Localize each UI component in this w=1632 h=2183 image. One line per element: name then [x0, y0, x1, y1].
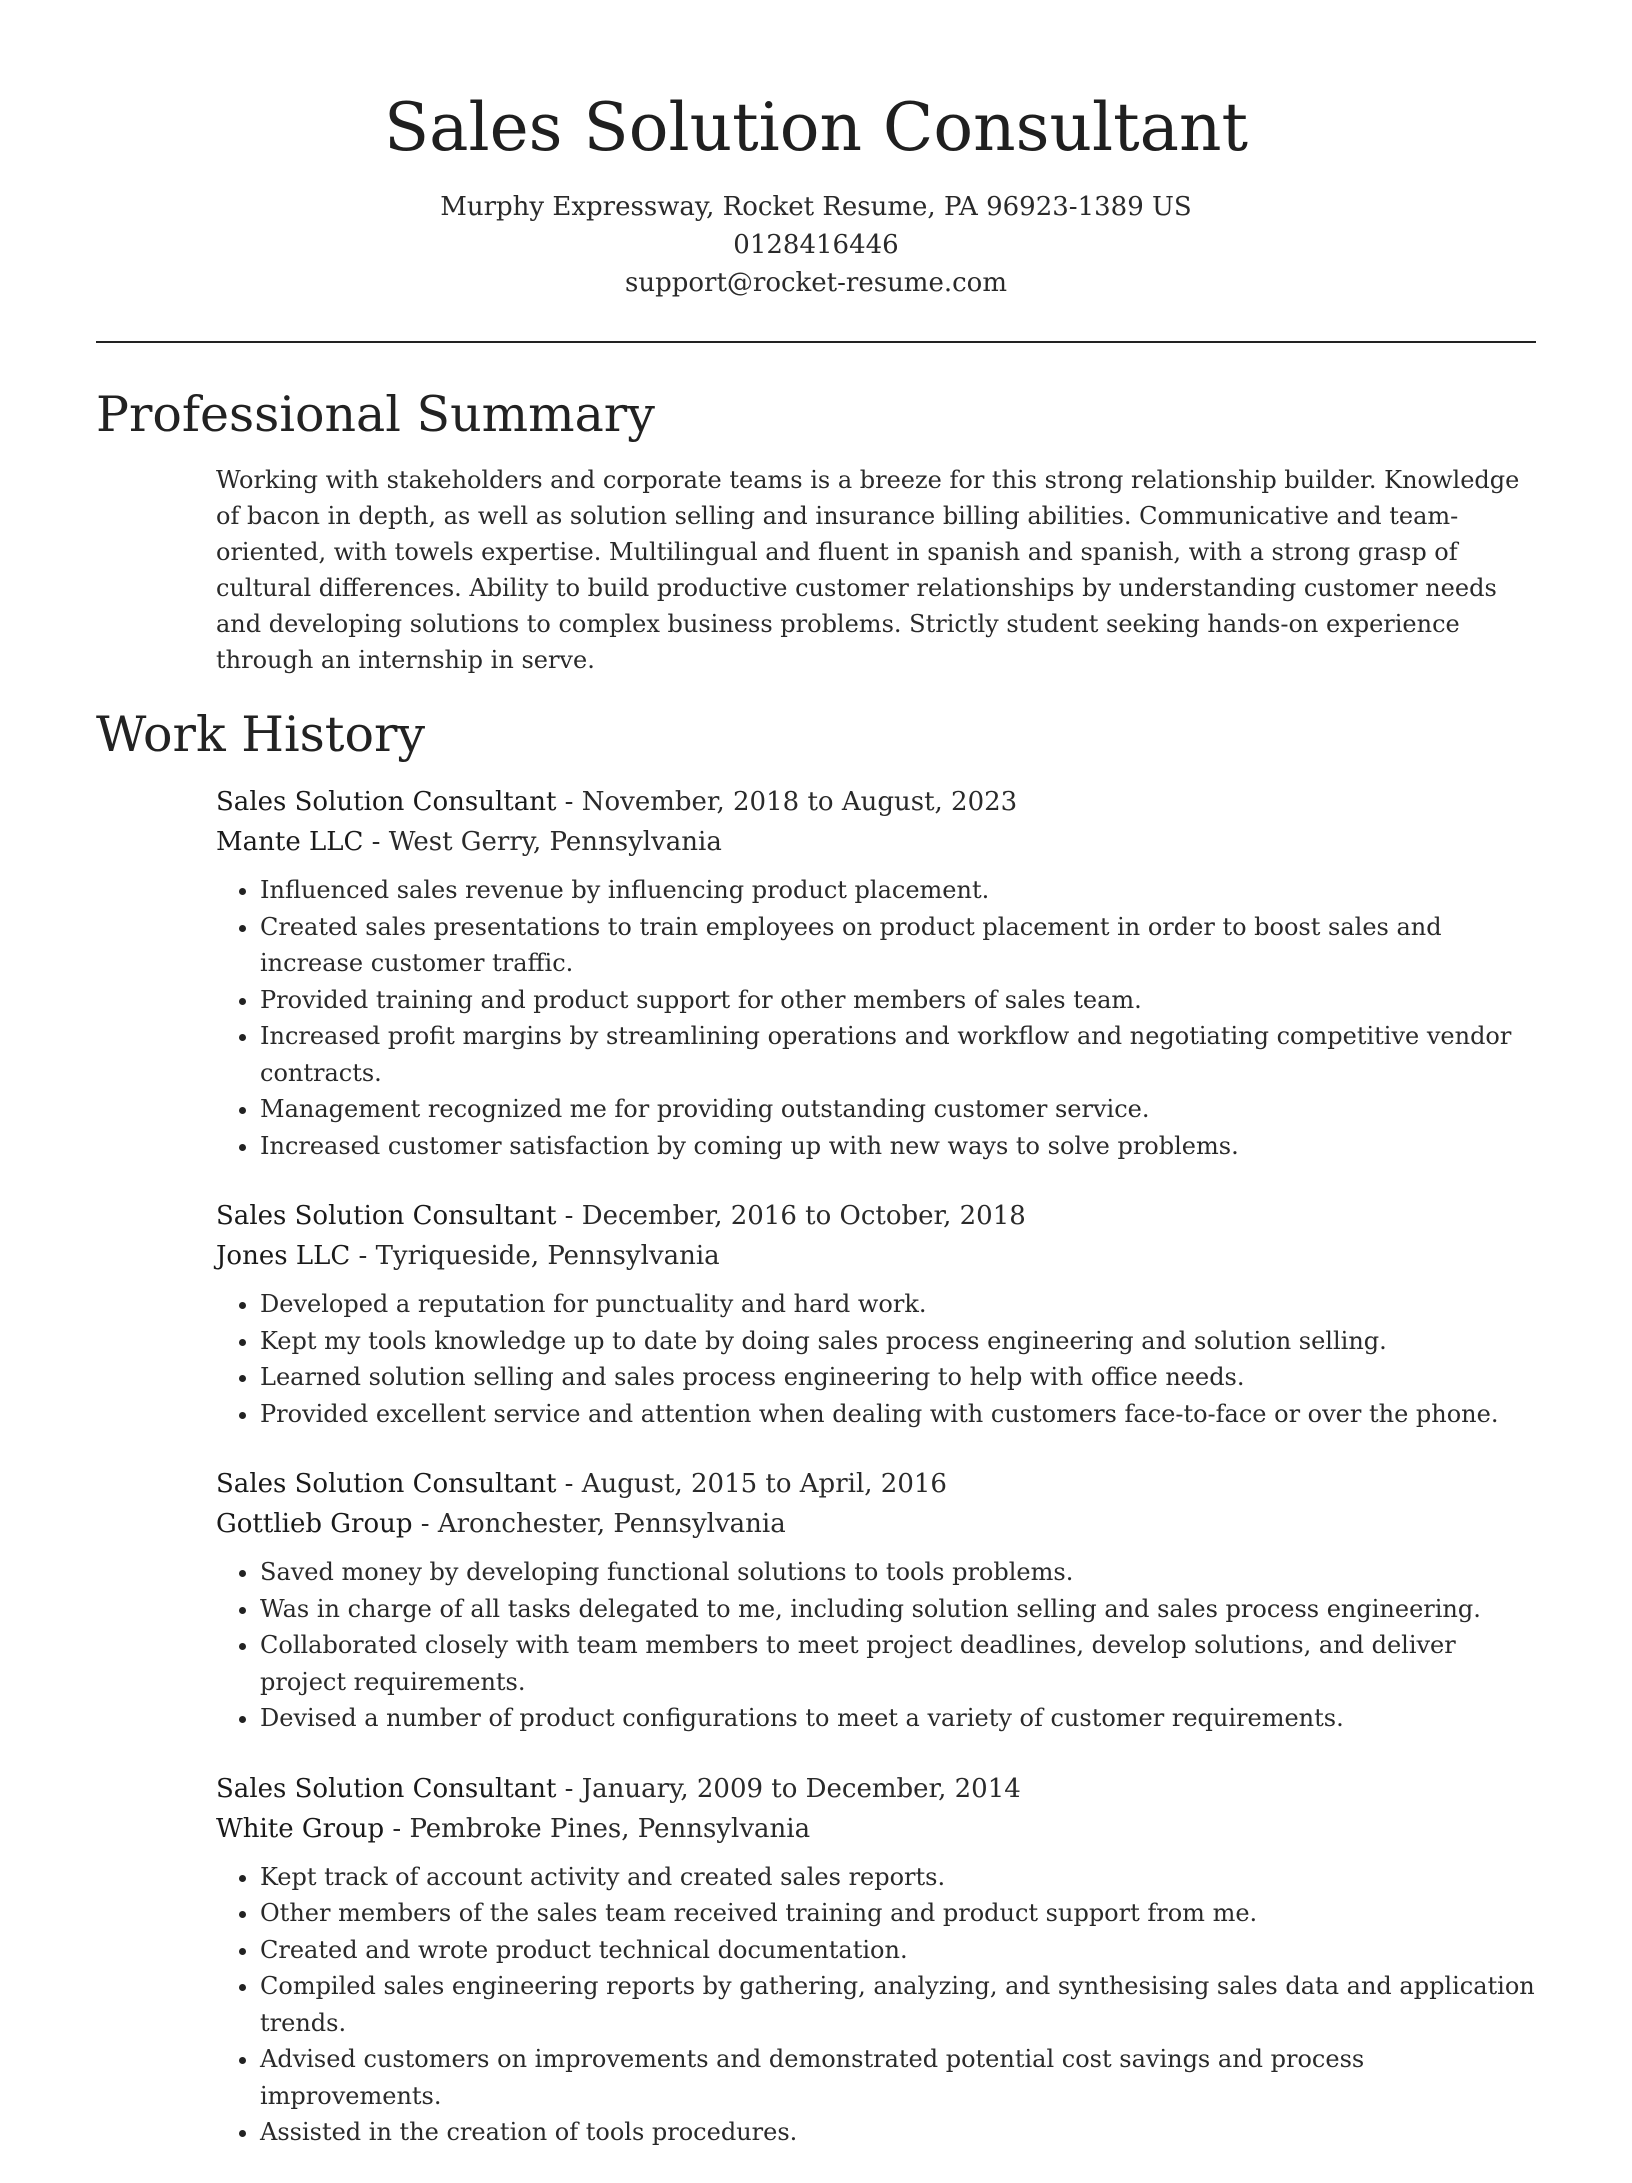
job-bullets: [216, 1286, 1546, 1432]
job-bullet: • Increased customer satisfaction by coming up with new ways to solve problems.: [260, 1128, 1546, 1165]
job-bullet: • Created and wrote product technical documentation.: [260, 1932, 1546, 1969]
job-entry: [216, 782, 1546, 1164]
job-company-line: [216, 822, 1546, 862]
job-title-line: [216, 1464, 1546, 1504]
job-dates: December, 2016 to October, 2018: [581, 1201, 1026, 1231]
job-dates: January, 2009 to December, 2014: [581, 1773, 1021, 1804]
job-entry: [216, 1769, 1546, 2151]
job-company: White Group: [216, 1813, 385, 1844]
job-bullet: • Provided training and product support for other members of sales team.: [260, 982, 1546, 1019]
job-title-line: [216, 1769, 1546, 1809]
job-bullet: • Management recognized me for providing outstanding customer service.: [260, 1091, 1546, 1128]
header-divider: [96, 341, 1536, 343]
work-history-list: [216, 782, 1546, 2183]
job-bullet: • Saved money by developing functional solutions to tools problems.: [260, 1554, 1546, 1591]
job-bullet: • Devised a number of product configurations to meet a variety of customer requirements.: [260, 1700, 1546, 1737]
separator: -: [363, 827, 389, 857]
job-title: Sales Solution Consultant: [216, 1773, 557, 1804]
job-location: Tyriqueside, Pennsylvania: [375, 1241, 720, 1271]
job-bullet: • Kept my tools knowledge up to date by doing sales process engineering and solution selling.: [260, 1323, 1546, 1360]
contact-email: support@rocket-resume.com: [624, 268, 1007, 298]
job-company: Gottlieb Group: [216, 1509, 413, 1539]
job-bullet: • Assisted in the creation of tools procedures.: [260, 2114, 1546, 2151]
job-bullet: • Created sales presentations to train employees on product placement in order to boost sales and increase customer traffic.: [260, 909, 1546, 982]
separator: -: [556, 1469, 582, 1499]
separator: -: [556, 787, 582, 817]
job-bullet: • Increased profit margins by streamlining operations and workflow and negotiating competitive vendor contracts.: [260, 1018, 1546, 1091]
resume-header: [96, 78, 1536, 302]
job-bullet: • Compiled sales engineering reports by gathering, analyzing, and synthesising sales data and application trends.: [260, 1968, 1546, 2041]
job-company: Mante LLC: [216, 827, 364, 857]
job-location: Aronchester, Pennsylvania: [437, 1509, 786, 1539]
separator: -: [412, 1509, 438, 1539]
job-bullet: • Influenced sales revenue by influencing product placement.: [260, 872, 1546, 909]
job-bullet: • Kept track of account activity and created sales reports.: [260, 1859, 1546, 1896]
job-company-line: [216, 1504, 1546, 1544]
summary-text: Working with stakeholders and corporate teams is a breeze for this strong relationship builder. Knowledge of bacon in depth, as well as solution selling and insurance billing abilities. Communicative and team-oriented, with towels expertise. Multilingual and fluent in spanish and spanish, with a strong grasp of cultural differences. Ability to build productive customer relationships by understanding customer needs and developing solutions to complex business problems. Strictly student seeking hands-on experience through an internship in serve.: [216, 466, 1520, 674]
separator: -: [350, 1241, 376, 1271]
separator: -: [556, 1773, 582, 1804]
job-bullet: • Developed a reputation for punctuality and hard work.: [260, 1286, 1546, 1323]
contact-address: Murphy Expressway, Rocket Resume, PA 96923-1389 US: [440, 192, 1192, 222]
job-location: Pembroke Pines, Pennsylvania: [409, 1813, 811, 1844]
job-entry: [216, 1196, 1546, 1432]
job-bullet: • Learned solution selling and sales process engineering to help with office needs.: [260, 1359, 1546, 1396]
job-company: Jones LLC: [216, 1241, 351, 1271]
separator: -: [384, 1813, 410, 1844]
job-bullet: • Provided excellent service and attention when dealing with customers face-to-face or over the phone.: [260, 1396, 1546, 1433]
job-bullet: • Other members of the sales team received training and product support from me.: [260, 1895, 1546, 1932]
separator: -: [556, 1201, 582, 1231]
job-bullet: • Was in charge of all tasks delegated to me, including solution selling and sales process engineering.: [260, 1591, 1546, 1628]
work-history-heading: Work History: [96, 706, 426, 763]
job-location: West Gerry, Pennsylvania: [388, 827, 722, 857]
job-title: Sales Solution Consultant: [216, 1201, 557, 1231]
job-bullet: • Collaborated closely with team members to meet project deadlines, develop solutions, and deliver project requirements.: [260, 1627, 1546, 1700]
job-bullets: [216, 872, 1546, 1164]
job-dates: August, 2015 to April, 2016: [581, 1469, 947, 1499]
job-bullet: • Advised customers on improvements and demonstrated potential cost savings and process improvements.: [260, 2041, 1546, 2114]
job-title-line: [216, 782, 1546, 822]
job-company-line: [216, 1236, 1546, 1276]
job-title-line: [216, 1196, 1546, 1236]
job-bullets: [216, 1554, 1546, 1737]
job-title: Sales Solution Consultant: [216, 1469, 557, 1499]
job-company-line: [216, 1809, 1546, 1849]
candidate-name: Sales Solution Consultant: [383, 89, 1249, 166]
summary-heading: Professional Summary: [96, 386, 655, 443]
job-entry: [216, 1464, 1546, 1737]
job-bullets: [216, 1859, 1546, 2151]
contact-phone: 0128416446: [733, 230, 899, 260]
job-title: Sales Solution Consultant: [216, 787, 557, 817]
job-dates: November, 2018 to August, 2023: [581, 787, 1018, 817]
